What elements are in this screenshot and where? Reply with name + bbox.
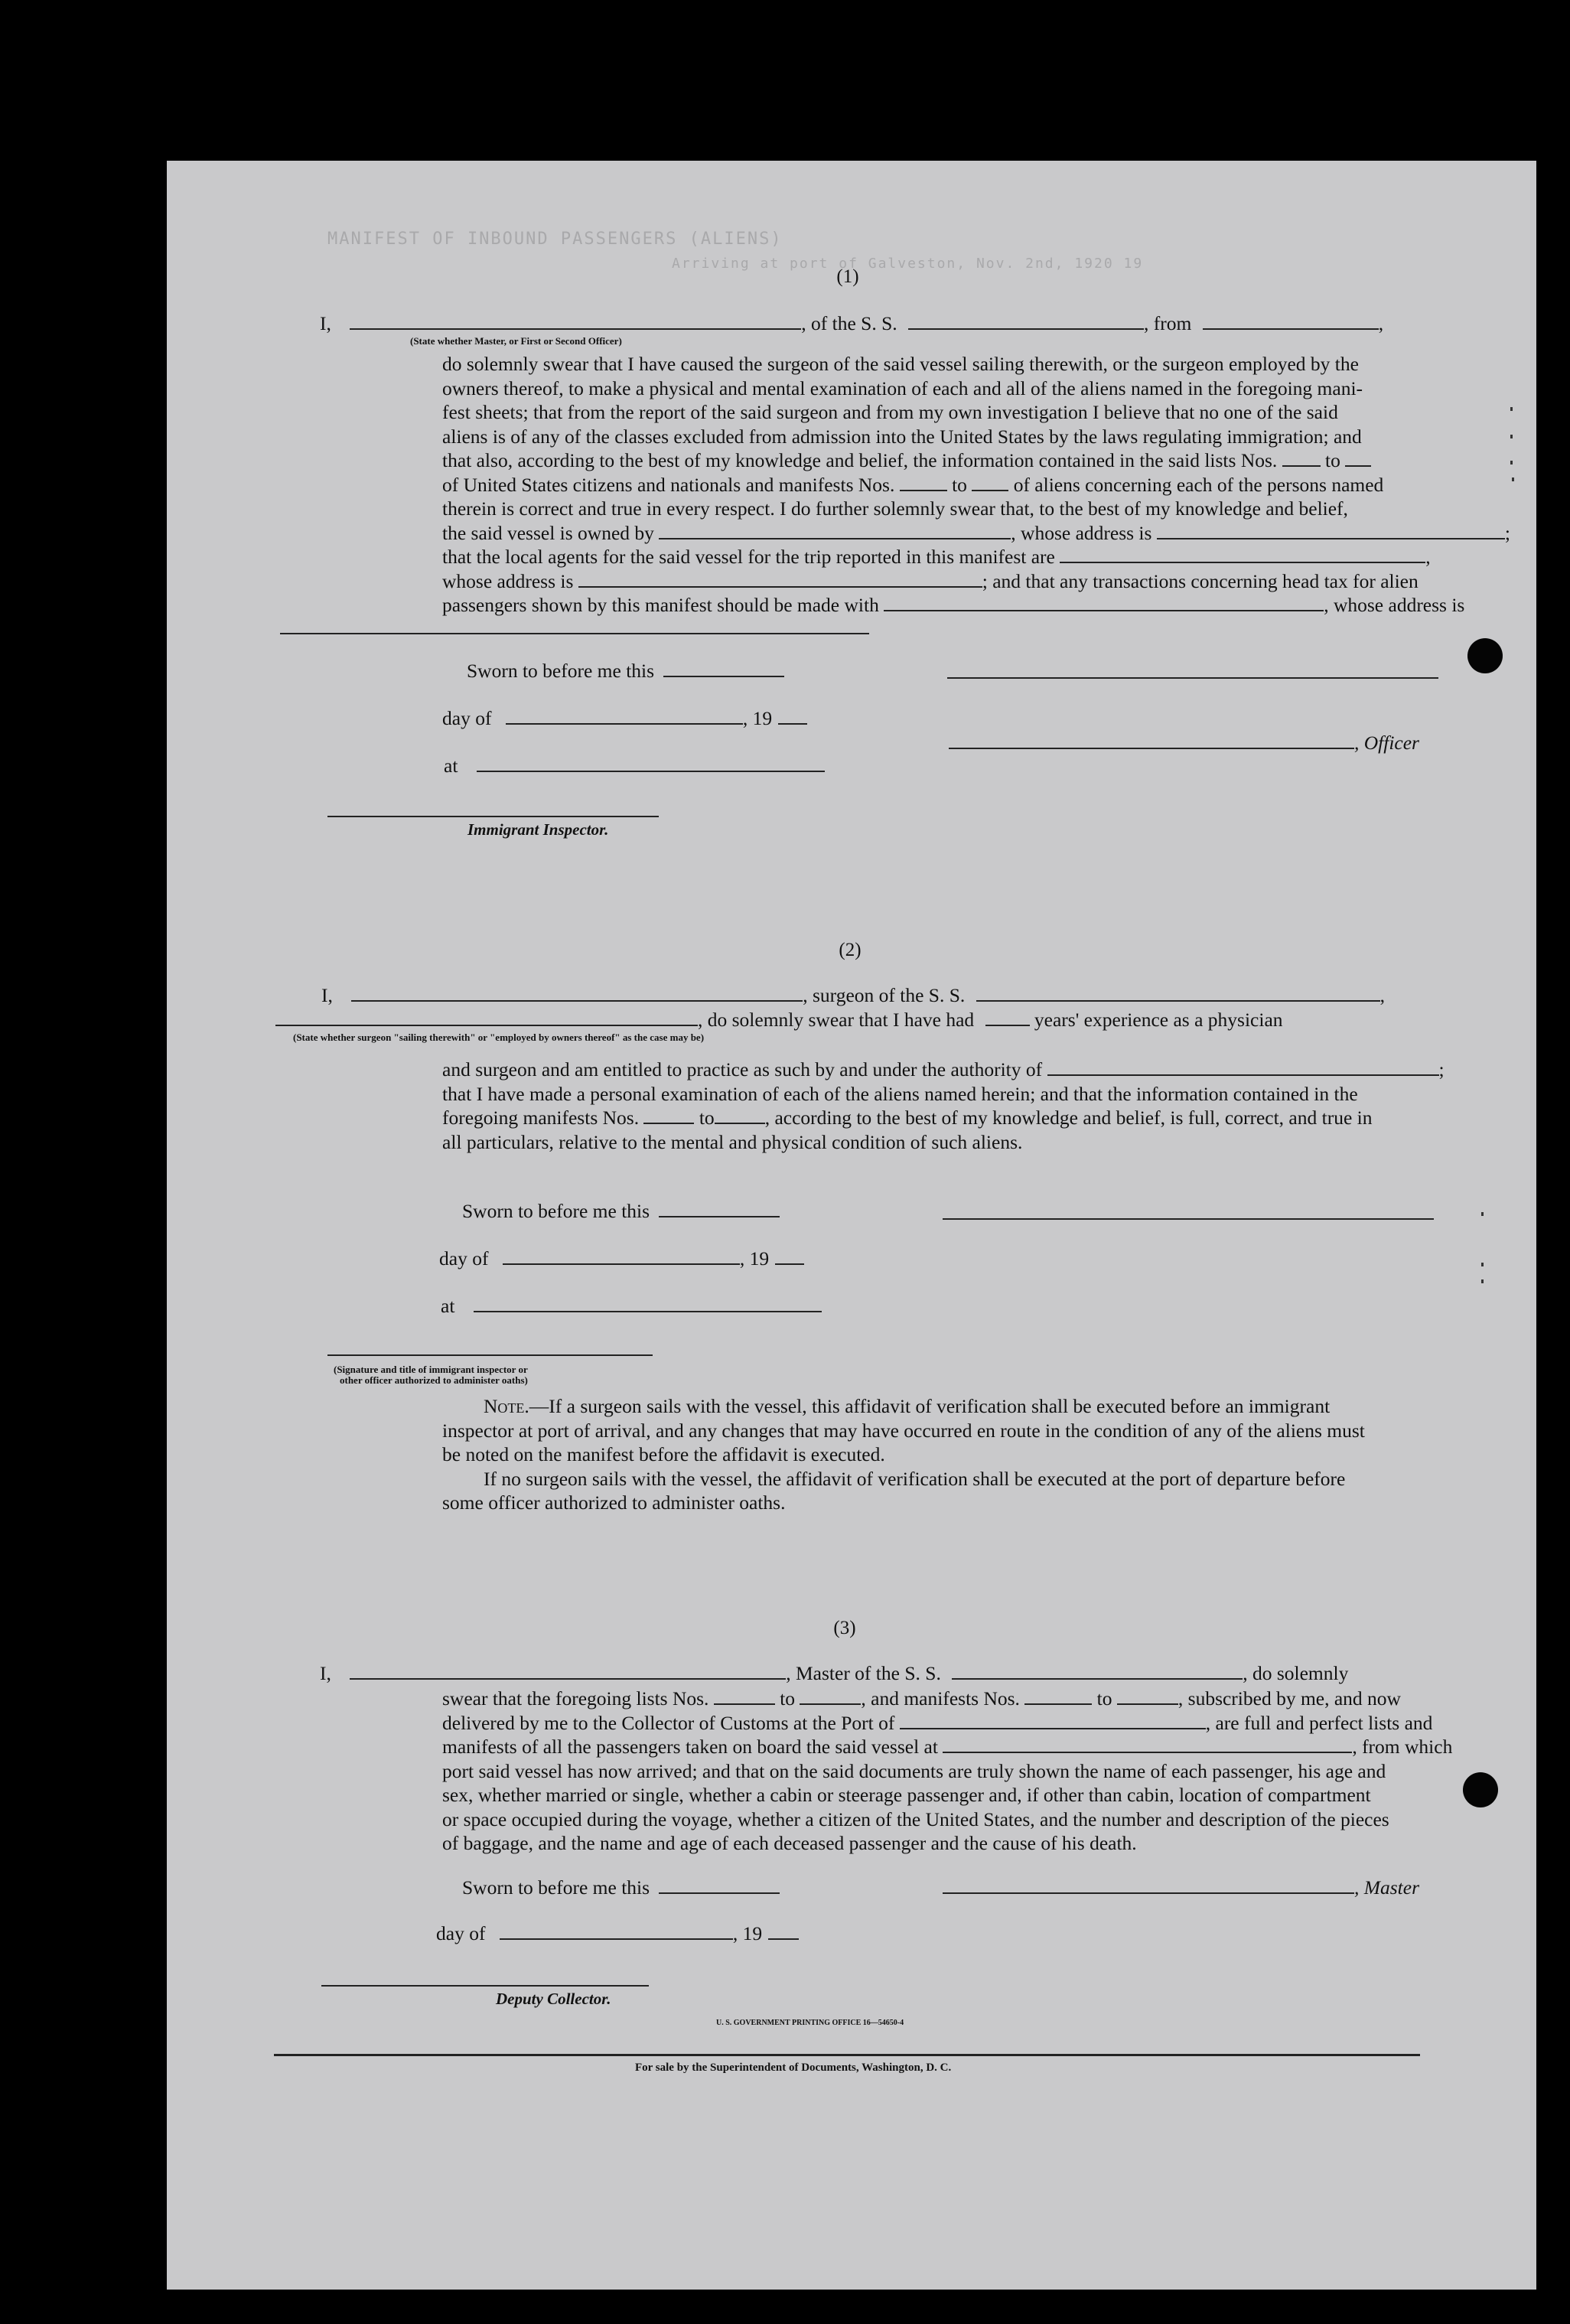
s2-day-row xyxy=(439,1247,804,1270)
s3-port-field[interactable] xyxy=(900,1728,1206,1729)
s2-comma: , xyxy=(1379,984,1386,1006)
s2-sworn-label: Sworn to before me this xyxy=(462,1200,650,1222)
s1-officer-row xyxy=(949,732,1419,755)
s1-comma: , xyxy=(1378,312,1384,334)
s1-manifests-from-field[interactable] xyxy=(900,490,947,491)
gpo-imprint: U. S. GOVERNMENT PRINTING OFFICE 16—54650-4 xyxy=(716,2019,904,2027)
s3-master-label: , Master xyxy=(1354,1876,1419,1899)
s3-master-of: , Master of the S. S. xyxy=(786,1662,941,1684)
s2-surgeon-name-field[interactable] xyxy=(351,1000,803,1002)
s3-master-name-field[interactable] xyxy=(350,1678,786,1680)
s3-lists-from-field[interactable] xyxy=(714,1703,775,1705)
s2-inspector-signature-line[interactable] xyxy=(327,1354,653,1356)
s1-i: I, xyxy=(320,312,331,334)
s3-text-2d: to xyxy=(1096,1687,1112,1710)
s3-text-8: of baggage, and the name and age of each deceased passenger and the cause of his death. xyxy=(442,1832,1137,1854)
s2-i: I, xyxy=(321,984,333,1006)
s1-text-5a: that also, according to the best of my knowledge and belief, the information contained in the said lists Nos. xyxy=(442,449,1278,471)
s2-text-3a: and surgeon and am entitled to practice as such by and under the authority of xyxy=(442,1058,1043,1081)
s3-text-4a: manifests of all the passengers taken on board the said vessel at xyxy=(442,1736,938,1758)
s1-text-10b: ; and that any transactions concerning head tax for alien xyxy=(982,569,1419,592)
s2-status-field[interactable] xyxy=(275,1025,698,1026)
s2-years-field[interactable] xyxy=(985,1025,1030,1026)
s1-text-11a: passengers shown by this manifest should be made with xyxy=(442,594,879,616)
s1-vessel-field[interactable] xyxy=(908,328,1144,330)
s1-text-10a: whose address is xyxy=(442,569,574,592)
faded-header-line1: MANIFEST OF INBOUND PASSENGERS (ALIENS) xyxy=(327,230,783,249)
s1-year-field[interactable] xyxy=(778,723,807,725)
s1-at-row xyxy=(444,755,825,777)
s2-swear: , do solemnly swear that I have had xyxy=(698,1009,975,1031)
s1-lists-to-field[interactable] xyxy=(1345,465,1371,467)
s2-note-1: —If a surgeon sails with the vessel, this affidavit of verification shall be executed before an immigrant xyxy=(529,1395,1331,1417)
s1-inspector-signature-line[interactable] xyxy=(327,816,659,817)
s1-agents-field[interactable] xyxy=(1060,562,1425,563)
s2-status-note: (State whether surgeon "sailing therewith" or "employed by owners thereof" as the case may be) xyxy=(293,1032,705,1043)
s2-day-of-field[interactable] xyxy=(503,1263,740,1265)
s2-year-field[interactable] xyxy=(775,1263,804,1265)
s3-day-of-field[interactable] xyxy=(500,1938,733,1940)
s2-year-label: , 19 xyxy=(739,1247,770,1270)
s1-text-4: aliens is of any of the classes excluded from admission into the United States by the laws regulating immigration; and xyxy=(442,425,1362,448)
s3-sworn-label: Sworn to before me this xyxy=(462,1876,650,1899)
s1-officer-name-field[interactable] xyxy=(949,748,1354,749)
s3-day-row xyxy=(436,1922,799,1945)
s3-text-4b: , from which xyxy=(1352,1736,1453,1758)
s2-sworn-day-field[interactable] xyxy=(659,1216,780,1217)
edge-mark xyxy=(1510,435,1513,438)
s3-master-row xyxy=(943,1876,1419,1899)
s1-owner-field[interactable] xyxy=(659,538,1011,539)
section-3-heading: (3) xyxy=(833,1618,856,1638)
s2-vessel-field[interactable] xyxy=(976,1000,1380,1002)
s1-day-of-label: day of xyxy=(442,707,492,729)
s1-from-field[interactable] xyxy=(1203,328,1379,330)
edge-mark xyxy=(1481,1212,1484,1216)
s1-paragraph xyxy=(442,352,1570,618)
s3-sworn-day-field[interactable] xyxy=(659,1892,780,1894)
s3-do-solemnly: , do solemnly xyxy=(1243,1662,1349,1684)
s1-text-2: owners thereof, to make a physical and mental examination of each and all of the aliens named in the foregoing mani- xyxy=(442,376,1363,399)
s2-manifests-to-field[interactable] xyxy=(715,1123,765,1124)
s3-text-2a: swear that the foregoing lists Nos. xyxy=(442,1687,709,1710)
s3-text-6: sex, whether married or single, whether a cabin or steerage passenger and, if other than cabin, location of compartment xyxy=(442,1784,1371,1806)
s1-of-ss: , of the S. S. xyxy=(801,312,897,334)
s1-lists-from-field[interactable] xyxy=(1282,465,1321,467)
s3-master-signature-field[interactable] xyxy=(943,1892,1354,1894)
s1-officer-signature-line[interactable] xyxy=(947,677,1438,679)
s3-text-5: port said vessel has now arrived; and that on the said documents are truly shown the name of each passenger, his age and xyxy=(442,1759,1386,1782)
s2-surgeon-of: , surgeon of the S. S. xyxy=(803,984,966,1006)
s1-text-3: fest sheets; that from the report of the said surgeon and from my own investigation I believe that no one of the said xyxy=(442,401,1338,423)
s2-sig-note-1: (Signature and title of immigrant inspector or xyxy=(334,1364,528,1375)
s2-text-5b: to xyxy=(699,1107,715,1129)
s3-sworn-row xyxy=(462,1876,780,1899)
s3-vessel-field[interactable] xyxy=(952,1678,1243,1680)
s2-text-5a: foregoing manifests Nos. xyxy=(442,1107,640,1129)
s1-from: , from xyxy=(1144,312,1192,334)
section-1-heading: (1) xyxy=(836,266,859,287)
s2-day-of-label: day of xyxy=(439,1247,489,1270)
s3-day-of-label: day of xyxy=(436,1922,486,1944)
s2-manifests-from-field[interactable] xyxy=(643,1123,694,1124)
s2-sworn-row xyxy=(462,1200,780,1223)
s2-at-label: at xyxy=(441,1295,455,1317)
s2-at-row xyxy=(441,1295,822,1318)
s3-text-3a: delivered by me to the Collector of Customs at the Port of xyxy=(442,1711,895,1734)
s3-text-2b: to xyxy=(780,1687,796,1710)
s2-at-field[interactable] xyxy=(474,1311,822,1312)
s3-manifests-to-field[interactable] xyxy=(1117,1703,1178,1705)
s1-text-6a: of United States citizens and nationals and manifests Nos. xyxy=(442,473,895,496)
s1-text-6b: to xyxy=(952,473,967,496)
s1-text-9b: , xyxy=(1425,546,1431,568)
s1-text-6c: of aliens concerning each of the persons named xyxy=(1013,473,1384,496)
s1-text-8b: , whose address is xyxy=(1011,521,1152,544)
s3-lists-to-field[interactable] xyxy=(800,1703,861,1705)
s1-day-row xyxy=(442,707,807,730)
s3-collector-signature-line[interactable] xyxy=(321,1985,649,1987)
s3-deputy-label: Deputy Collector. xyxy=(496,1990,611,2008)
s1-sworn-day-field[interactable] xyxy=(663,676,784,677)
s2-text-4: that I have made a personal examination of each of the aliens named herein; and that the information contained in the xyxy=(442,1082,1358,1105)
s1-officer-label: , Officer xyxy=(1354,732,1419,754)
s1-at-label: at xyxy=(444,755,458,777)
s2-text-5c: , according to the best of my knowledge and belief, is full, correct, and true in xyxy=(764,1107,1373,1129)
s1-text-1: do solemnly swear that I have caused the surgeon of the said vessel sailing therewith, or the surgeon employed by the xyxy=(442,353,1359,375)
s2-note-label: Note. xyxy=(484,1395,529,1417)
s2-line-2 xyxy=(275,1009,1283,1032)
s1-text-8a: the said vessel is owned by xyxy=(442,521,654,544)
s3-year-label: , 19 xyxy=(732,1922,763,1944)
s2-text-6: all particulars, relative to the mental and physical condition of such aliens. xyxy=(442,1130,1023,1153)
s2-sig-note-2: other officer authorized to administer oaths) xyxy=(340,1374,528,1386)
s3-text-3b: , are full and perfect lists and xyxy=(1205,1711,1433,1734)
document-sheet xyxy=(167,161,1536,2290)
s1-text-8c: ; xyxy=(1504,521,1510,544)
s1-address-continuation-line[interactable] xyxy=(280,633,869,634)
s3-line-1 xyxy=(320,1662,1348,1685)
s2-authority-field[interactable] xyxy=(1047,1074,1439,1076)
s1-manifests-to-field[interactable] xyxy=(972,490,1008,491)
s2-paragraph xyxy=(442,1058,1570,1154)
edge-mark xyxy=(1481,1263,1484,1266)
edge-mark xyxy=(1481,1279,1484,1283)
s2-surgeon-signature-line[interactable] xyxy=(943,1218,1434,1220)
s3-text-2c: , and manifests Nos. xyxy=(861,1687,1020,1710)
s1-text-7: therein is correct and true in every respect. I do further solemnly swear that, to the best of my knowledge and belief, xyxy=(442,497,1348,520)
s2-note-paragraph xyxy=(442,1394,1570,1515)
binder-hole-bottom xyxy=(1463,1772,1498,1807)
s2-note-4: If no surgeon sails with the vessel, the affidavit of verification shall be executed at the port of departure before xyxy=(484,1467,1346,1490)
s1-owner-address-field[interactable] xyxy=(1157,538,1505,539)
edge-mark xyxy=(1512,478,1514,481)
s3-text-7: or space occupied during the voyage, whether a citizen of the United States, and the number and description of the pieces xyxy=(442,1807,1389,1830)
s2-note-5: some officer authorized to administer oaths. xyxy=(442,1491,786,1514)
s1-at-field[interactable] xyxy=(477,771,825,772)
s3-year-field[interactable] xyxy=(768,1938,799,1940)
s1-agents-address-field[interactable] xyxy=(578,586,982,588)
edge-mark xyxy=(1510,407,1513,411)
faded-header-line2: Arriving at port of Galveston, Nov. 2nd, 1920 19 xyxy=(672,256,1144,272)
s3-paragraph xyxy=(442,1687,1570,1856)
s1-inspector-label: Immigrant Inspector. xyxy=(467,820,609,839)
s1-year-label: , 19 xyxy=(742,707,773,729)
s1-day-of-field[interactable] xyxy=(506,723,743,725)
s2-years-label: years' experience as a physician xyxy=(1034,1009,1283,1031)
binder-hole-top xyxy=(1467,638,1503,673)
s1-sworn-row xyxy=(467,660,784,683)
s2-note-2: inspector at port of arrival, and any changes that may have occurred en route in the condition of any of the aliens must xyxy=(442,1419,1365,1442)
s3-i: I, xyxy=(320,1662,331,1684)
s3-manifests-from-field[interactable] xyxy=(1024,1703,1092,1705)
sale-notice: For sale by the Superintendent of Documents, Washington, D. C. xyxy=(635,2062,952,2074)
s1-text-5b: to xyxy=(1325,449,1340,471)
s1-sworn-label: Sworn to before me this xyxy=(467,660,655,682)
section-2-heading: (2) xyxy=(839,940,862,960)
s2-note-3: be noted on the manifest before the affidavit is executed. xyxy=(442,1443,885,1465)
s1-text-9a: that the local agents for the said vessel for the trip reported in this manifest are xyxy=(442,546,1055,568)
s1-officer-field[interactable] xyxy=(350,328,801,330)
s3-embark-port-field[interactable] xyxy=(943,1752,1352,1753)
s2-line-1 xyxy=(321,984,1385,1007)
footer-rule xyxy=(274,2054,1420,2056)
s1-text-11b: , whose address is xyxy=(1324,594,1465,616)
s3-text-2e: , subscribed by me, and now xyxy=(1178,1687,1401,1710)
s1-officer-note: (State whether Master, or First or Second Officer) xyxy=(410,335,622,347)
s2-text-3b: ; xyxy=(1438,1058,1445,1081)
s1-headtax-field[interactable] xyxy=(884,610,1324,611)
s1-line-1 xyxy=(320,312,1383,335)
edge-mark xyxy=(1510,461,1513,464)
